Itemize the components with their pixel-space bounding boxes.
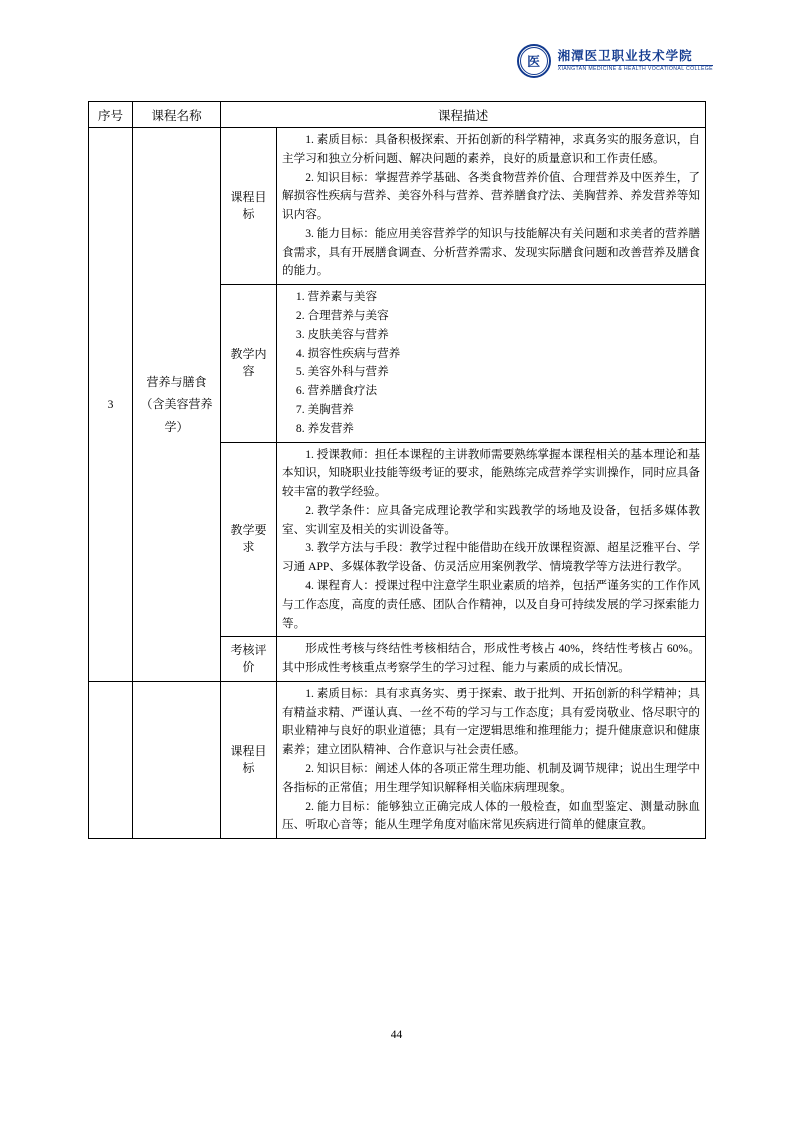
section-content-assessment: 形成性考核与终结性考核相结合，形成性考核占 40%，终结性考核占 60%。其中形成性考核重点考察学生的学习过程、能力与素质的成长情况。 xyxy=(277,637,706,682)
section-content-requirements: 1. 授课教师：担任本课程的主讲教师需要熟练掌握本课程相关的基本理论和基本知识，知晓职业技能等级考证的要求，能熟练完成营养学实训操作，同时应具备较丰富的教学经验。 2. 教学条件：应具备完成理论教学和实践教学的场地及设备，包括多媒体教室、实训室及相关的实训设备等。 3. 教学方法与手段：教学过程中能借助在线开放课程资源、超星泛雅平台、学习通 APP、多媒体教学设备、仿灵活应用案例教学、情境教学等方法进行教学。 4. 课程育人：授课过程中注意学生职业素质的培养，包括严谨务实的工作作风与工作态度，高度的责任感、团队合作精神，以及自身可持续发展的学习探索能力等。 xyxy=(277,442,706,637)
page-number: 44 xyxy=(390,1029,403,1041)
table-header-row xyxy=(89,102,706,128)
section-content-objectives: 1. 素质目标：具备积极探索、开拓创新的科学精神，求真务实的服务意识，自主学习和独立分析问题、解决问题的素养，良好的质量意识和工作责任感。 2. 知识目标：掌握营养学基础、各类食物营养价值、合理营养及中医养生，了解损容性疾病与营养、美容外科与营养、营养膳食疗法、美胸营养、养发营养等知识内容。 3. 能力目标：能应用美容营养学的知识与技能解决有关问题和求美者的营养膳食需求，具有开展膳食调查、分析营养需求、发现实际膳食问题和改善营养及膳食的能力。 xyxy=(277,128,706,285)
section-label-content: 教学内容 xyxy=(221,285,277,442)
college-logo-text xyxy=(558,49,713,73)
seal-glyph: 医 xyxy=(527,53,541,69)
table-row xyxy=(89,128,706,285)
section-label-requirements: 教学要求 xyxy=(221,442,277,637)
column-header-name: 课程名称 xyxy=(133,102,221,128)
row-index: 3 xyxy=(89,128,133,682)
course-description-table xyxy=(88,101,706,839)
section-label-objectives: 课程目标 xyxy=(221,681,277,838)
college-logo xyxy=(517,44,713,78)
section-content-teaching-content: 1. 营养素与美容 2. 合理营养与美容 3. 皮肤美容与营养 4. 损容性疾病与营养 5. 美容外科与营养 6. 营养膳食疗法 7. 美胸营养 8. 养发营养 xyxy=(277,285,706,442)
section-content-objectives: 1. 素质目标：具有求真务实、勇于探索、敢于批判、开拓创新的科学精神；具有精益求精、严谨认真、一丝不苟的学习与工作态度；具有爱岗敬业、恪尽职守的职业精神与良好的职业道德；具有一定逻辑思维和推理能力；提升健康意识和健康素养；建立团队精神、合作意识与社会责任感。 2. 知识目标：阐述人体的各项正常生理功能、机制及调节规律；说出生理学中各指标的正常值；用生理学知识解释相关临床病理现象。 2. 能力目标：能够独立正确完成人体的一般检查，如血型鉴定、测量动脉血压、听取心音等；能从生理学角度对临床常见疾病进行简单的健康宣教。 xyxy=(277,681,706,838)
college-seal-icon xyxy=(517,44,551,78)
column-header-no: 序号 xyxy=(89,102,133,128)
row-index xyxy=(89,681,133,838)
table-row xyxy=(89,681,706,838)
college-name-en: XIANGTAN MEDICINE & HEALTH VOCATIONAL COLLEGE xyxy=(557,66,713,73)
column-header-desc: 课程描述 xyxy=(221,102,706,128)
section-label-assessment: 考核评价 xyxy=(221,637,277,682)
course-name: 营养与膳食（含美容营养学） xyxy=(133,128,221,682)
course-name xyxy=(133,681,221,838)
college-name-cn: 湘潭医卫职业技术学院 xyxy=(557,48,693,63)
section-label-objectives: 课程目标 xyxy=(221,128,277,285)
